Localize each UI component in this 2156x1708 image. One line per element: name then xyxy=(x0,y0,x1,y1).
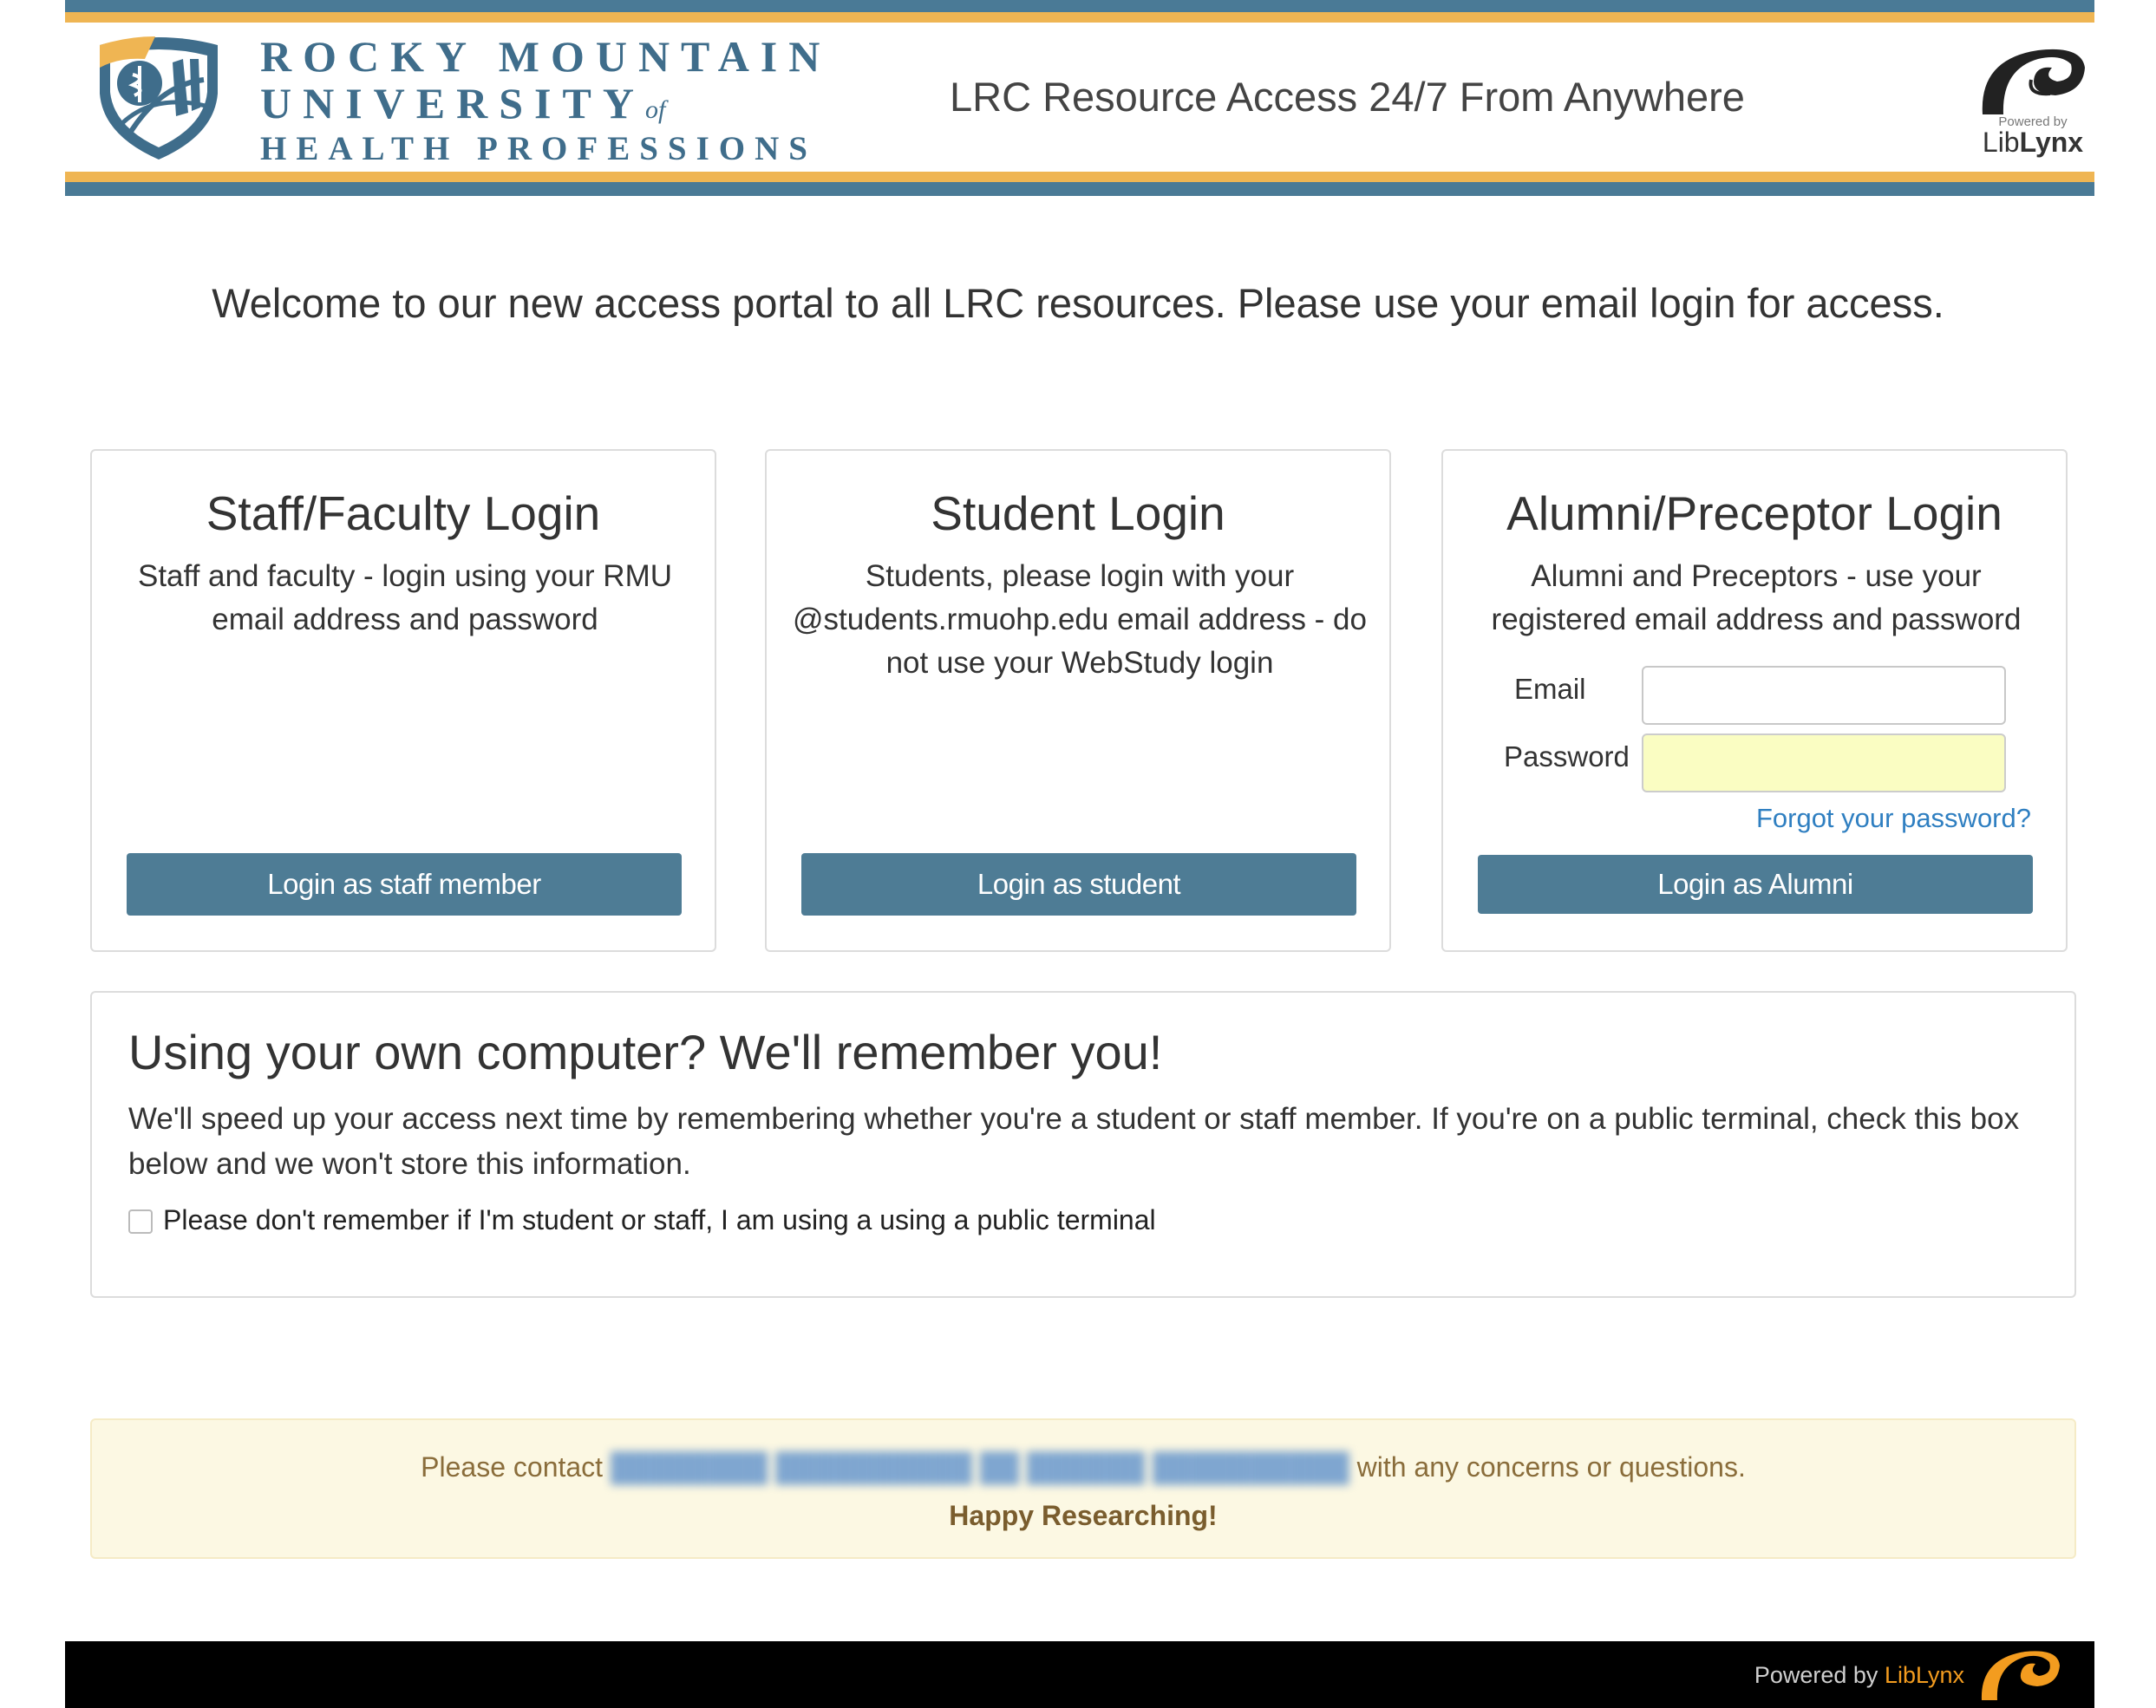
header-bottom-blue-bar xyxy=(65,182,2094,196)
remember-title: Using your own computer? We'll remember you! xyxy=(128,1025,1163,1079)
liblynx-lynx: Lynx xyxy=(2019,127,2084,158)
university-of: of xyxy=(644,95,666,124)
footer-liblynx-link[interactable]: LibLynx xyxy=(1884,1662,1964,1688)
student-login-title: Student Login xyxy=(931,486,1225,540)
email-field[interactable] xyxy=(1642,666,2006,725)
liblynx-swirl-icon xyxy=(1977,42,2088,116)
liblynx-header-logo[interactable] xyxy=(1977,42,2088,159)
alumni-login-panel xyxy=(1441,449,2068,952)
public-terminal-checkbox[interactable] xyxy=(128,1209,153,1234)
forgot-password-link[interactable]: Forgot your password? xyxy=(1755,803,2031,833)
remember-description: We'll speed up your access next time by remembering whether you're a student or staff member. If you're on a public terminal, check this box below and we won't store this information. xyxy=(128,1102,2020,1181)
footer-powered-by xyxy=(1754,1662,1964,1689)
footer-powered-label: Powered by xyxy=(1754,1662,1878,1688)
liblynx-powered-by: Powered by xyxy=(1998,114,2068,129)
student-login-panel xyxy=(765,449,1391,952)
contact-line xyxy=(92,1451,2074,1483)
email-label: Email xyxy=(1514,673,1586,705)
login-staff-button[interactable]: Login as staff member xyxy=(127,853,682,916)
header-bottom-gold-bar xyxy=(65,172,2094,182)
login-student-button[interactable]: Login as student xyxy=(801,853,1356,916)
staff-login-title: Staff/Faculty Login xyxy=(206,486,601,540)
contact-notice xyxy=(90,1418,2076,1559)
welcome-message: Welcome to our new access portal to all LRC resources. Please use your email login for access. xyxy=(212,280,1944,326)
header-top-gold-bar xyxy=(65,12,2094,23)
contact-suffix: with any concerns or questions. xyxy=(1356,1451,1746,1483)
liblynx-swirl-icon[interactable] xyxy=(1976,1643,2063,1704)
password-field[interactable] xyxy=(1642,733,2006,792)
university-name-line2 xyxy=(260,81,831,125)
header-top-blue-bar xyxy=(65,0,2094,12)
university-name-line3: HEALTH PROFESSIONS xyxy=(260,130,817,167)
site-footer xyxy=(65,1641,2094,1708)
header-tagline: LRC Resource Access 24/7 From Anywhere xyxy=(950,74,1745,120)
liblynx-lib: Lib xyxy=(1982,127,2020,158)
site-header xyxy=(65,0,2094,196)
contact-prefix: Please contact xyxy=(421,1451,604,1483)
contact-redacted-link[interactable]: ████████ ██████████ ██ ██████ ██████████ xyxy=(610,1451,1349,1483)
university-word: UNIVERSITY xyxy=(260,79,645,127)
university-name-line1: ROCKY MOUNTAIN xyxy=(260,32,832,81)
login-alumni-button[interactable]: Login as Alumni xyxy=(1478,855,2033,914)
remember-me-panel xyxy=(90,991,2076,1298)
password-label: Password xyxy=(1504,740,1630,773)
happy-researching: Happy Researching! xyxy=(949,1500,1218,1531)
staff-login-description: Staff and faculty - login using your RMU email address and password xyxy=(137,559,673,636)
student-login-description: Students, please login with your @students.rmuohp.edu email address - do not use your WebStudy login xyxy=(793,559,1367,680)
alumni-login-description: Alumni and Preceptors - use your registered email address and password xyxy=(1491,559,2022,636)
staff-login-panel xyxy=(90,449,716,952)
university-shield-logo[interactable] xyxy=(93,33,225,165)
liblynx-wordmark xyxy=(1977,127,2088,159)
alumni-login-title: Alumni/Preceptor Login xyxy=(1506,486,2002,540)
university-name xyxy=(260,32,832,167)
public-terminal-label[interactable]: Please don't remember if I'm student or staff, I am using a using a public terminal xyxy=(163,1204,1156,1235)
